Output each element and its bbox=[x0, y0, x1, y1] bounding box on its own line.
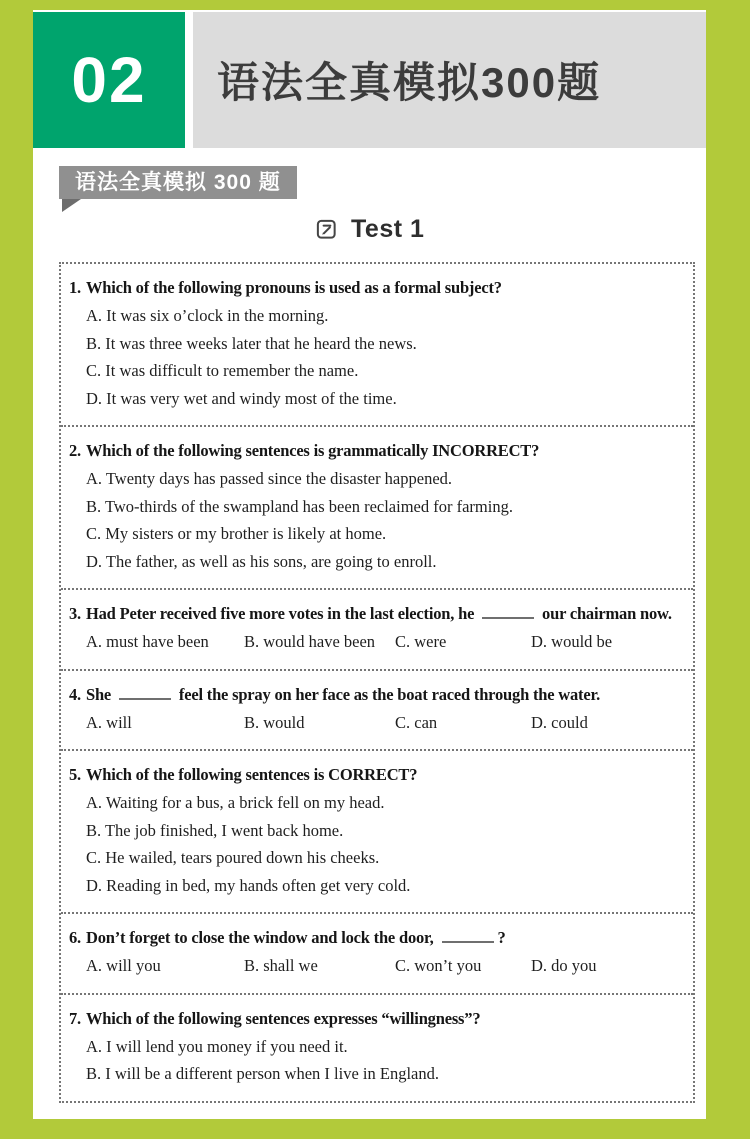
question-stem: 6. Don’t forget to close the window and lock the door, ? bbox=[69, 928, 506, 947]
chapter-number: 02 bbox=[71, 44, 147, 116]
question-stem: 3. Had Peter received five more votes in the last election, he our chairman now. bbox=[69, 604, 672, 623]
test-title: Test 1 bbox=[351, 215, 425, 243]
options-row bbox=[69, 709, 683, 737]
option: C. were bbox=[395, 632, 447, 651]
question-block bbox=[61, 995, 693, 1101]
question-block bbox=[61, 751, 693, 914]
question-number: 5. bbox=[69, 765, 81, 784]
option: B. shall we bbox=[244, 956, 318, 975]
question-stem: 2. Which of the following sentences is grammatically INCORRECT? bbox=[69, 441, 540, 460]
chapter-header bbox=[33, 12, 706, 148]
option: D. Reading in bed, my hands often get very cold. bbox=[86, 875, 411, 895]
section-tag-label: 语法全真模拟 300 题 bbox=[75, 171, 281, 194]
option: D. could bbox=[531, 712, 588, 732]
question-number: 6. bbox=[69, 928, 81, 947]
option: C. won’t you bbox=[395, 956, 482, 975]
options-row bbox=[69, 952, 683, 980]
option: B. I will be a different person when I live in England. bbox=[86, 1064, 439, 1083]
chapter-title: 语法全真模拟300题 bbox=[217, 59, 602, 106]
option: C. My sisters or my brother is likely at home. bbox=[86, 524, 387, 543]
question-block bbox=[61, 590, 693, 671]
options-list bbox=[69, 789, 683, 899]
option: A. It was six o’clock in the morning. bbox=[86, 306, 329, 325]
answer-blank bbox=[482, 607, 534, 619]
chapter-title-banner bbox=[193, 12, 706, 148]
option: B. It was three weeks later that he heard the news. bbox=[86, 333, 417, 353]
option: A. will bbox=[86, 712, 132, 732]
option: A. I will lend you money if you need it. bbox=[86, 1036, 348, 1056]
question-number: 3. bbox=[69, 604, 81, 623]
option: A. must have been bbox=[86, 632, 209, 651]
options-list bbox=[69, 1033, 683, 1088]
option: A. Waiting for a bus, a brick fell on my head. bbox=[86, 793, 385, 812]
section-tag-fold bbox=[62, 199, 81, 212]
question-block bbox=[61, 914, 693, 995]
options-row bbox=[69, 628, 683, 656]
option: B. would bbox=[244, 712, 305, 732]
answer-blank bbox=[119, 688, 171, 700]
answer-blank bbox=[442, 931, 494, 943]
note-pencil-icon bbox=[315, 218, 338, 246]
option: D. do you bbox=[531, 956, 597, 975]
option: D. The father, as well as his sons, are going to enroll. bbox=[86, 551, 437, 571]
question-number: 4. bbox=[69, 684, 81, 704]
page bbox=[33, 10, 706, 1119]
option: B. The job finished, I went back home. bbox=[86, 820, 344, 840]
option: C. It was difficult to remember the name. bbox=[86, 361, 359, 380]
question-stem: 1. Which of the following pronouns is used as a formal subject? bbox=[69, 278, 502, 297]
question-number: 2. bbox=[69, 441, 81, 460]
option: B. would have been bbox=[244, 632, 376, 651]
option: A. Twenty days has passed since the disaster happened. bbox=[86, 469, 453, 488]
question-block bbox=[61, 671, 693, 752]
question-block bbox=[61, 427, 693, 590]
chapter-number-badge bbox=[33, 12, 185, 148]
question-number: 7. bbox=[69, 1008, 81, 1028]
options-list bbox=[69, 302, 683, 412]
question-stem: 4. She feel the spray on her face as the boat raced through the water. bbox=[69, 684, 601, 704]
test-heading bbox=[33, 215, 706, 246]
option: D. would be bbox=[531, 632, 613, 651]
question-number: 1. bbox=[69, 278, 81, 297]
option: D. It was very wet and windy most of the time. bbox=[86, 388, 397, 408]
section-tag bbox=[59, 166, 297, 199]
question-stem: 5. Which of the following sentences is CORRECT? bbox=[69, 765, 418, 784]
option: C. He wailed, tears poured down his cheeks. bbox=[86, 848, 380, 867]
option: A. will you bbox=[86, 956, 161, 975]
option: B. Two-thirds of the swampland has been reclaimed for farming. bbox=[86, 496, 513, 516]
questions-container bbox=[59, 262, 695, 1103]
question-stem: 7. Which of the following sentences expresses “willingness”? bbox=[69, 1008, 481, 1028]
question-block bbox=[61, 264, 693, 427]
options-list bbox=[69, 465, 683, 575]
option: C. can bbox=[395, 712, 438, 732]
